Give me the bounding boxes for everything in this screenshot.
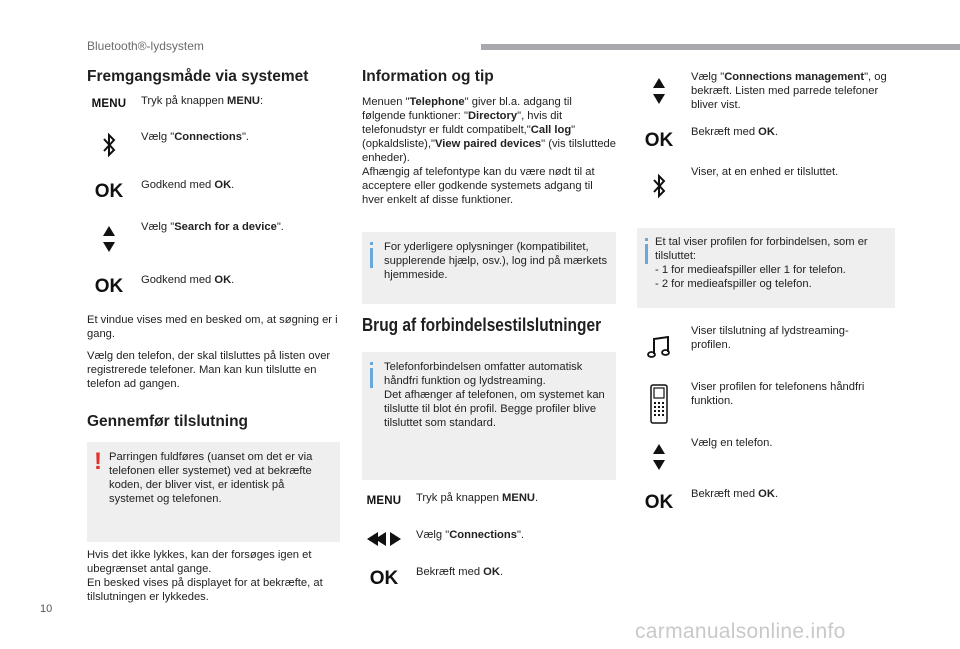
menu-button-icon: MENU <box>91 98 127 110</box>
warning-icon: ! <box>94 448 102 475</box>
info-text: Telefonforbindelsen omfatter automatisk håndfri funktion og lydstreaming. Det afhænger af telefonen, om systemet kan tilslutte til blot én profil. Begge profiler blive tilsluttet som standard. <box>384 361 605 429</box>
info-text: For yderligere oplysninger (kompatibilitet, supplerende hjælp, osv.), log ind på mærkets hjemmeside. <box>384 241 608 281</box>
ok-button-icon: OK <box>94 181 124 202</box>
info-icon <box>370 368 373 388</box>
paragraph-retry: Hvis det ikke lykkes, kan der forsøges igen et ubegrænset antal gange. <box>87 549 312 575</box>
step-text: Bekræft med OK. <box>691 126 779 138</box>
section-title-info: Information og tip <box>362 68 494 85</box>
step-text: Vælg "Connections management", og bekræft. Listen med parrede telefoner bliver vist. <box>691 71 887 111</box>
step-text: Vælg en telefon. <box>691 437 773 449</box>
bluetooth-icon <box>637 171 681 201</box>
info-box <box>362 352 616 480</box>
step-text: Vælg "Connections". <box>141 131 250 143</box>
paragraph-telephone-menu: Menuen "Telephone" giver bl.a. adgang til følgende funktioner: "Directory", hvis dit telefonudstyr er fuldt compatibelt,"Call log" (opkaldsliste),"View paired devices" (vis tilsluttede enheder). <box>362 96 616 164</box>
info-icon <box>645 244 648 264</box>
step-text: Bekræft med OK. <box>416 566 504 578</box>
left-right-arrows-icon <box>362 530 406 548</box>
ok-button-icon: OK <box>369 568 399 589</box>
section-title-complete: Gennemfør tilslutning <box>87 413 249 430</box>
info-box <box>637 228 895 308</box>
step-text: Vælg "Connections". <box>416 529 525 541</box>
ok-button-icon: OK <box>644 492 674 513</box>
up-down-arrows-icon <box>637 440 681 474</box>
step-text: Bekræft med OK. <box>691 488 779 500</box>
up-down-arrows-icon <box>87 222 131 256</box>
info-icon <box>370 248 373 268</box>
step-text: Viser, at en enhed er tilsluttet. <box>691 166 839 178</box>
step-text: Godkend med OK. <box>141 274 235 286</box>
step-text: Godkend med OK. <box>141 179 235 191</box>
paragraph-access: Afhængig af telefontype kan du være nødt til at acceptere eller godkende systemets adgang til hver enkelt af disse funktioner. <box>362 166 595 206</box>
watermark: carmanualsonline.info <box>635 620 846 643</box>
paragraph-select-phone: Vælg den telefon, der skal tilsluttes på listen over registrerede telefoner. Man kan kun tilslutte en telefon ad gangen. <box>87 350 331 390</box>
section-title-connections: Brug af forbindelsestilslutninger <box>362 315 602 335</box>
warning-box <box>87 442 340 542</box>
phone-icon <box>637 384 681 424</box>
info-box <box>362 232 616 304</box>
menu-button-icon: MENU <box>366 495 402 507</box>
step-text: Viser profilen for telefonens håndfri funktion. <box>691 381 865 407</box>
bluetooth-icon <box>87 130 131 160</box>
paragraph-search-status: Et vindue vises med en besked om, at søgning er i gang. <box>87 314 338 340</box>
header-bar <box>481 44 960 50</box>
step-text: Viser tilslutning af lydstreaming-profilen. <box>691 325 849 351</box>
paragraph-confirm: En besked vises på displayet for at bekræfte, at tilslutningen er lykkedes. <box>87 577 323 603</box>
info-text: Et tal viser profilen for forbindelsen, som er tilsluttet: - 1 for medieafspiller eller 1 for telefon. - 2 for medieafspiller og telefon. <box>655 236 868 290</box>
up-down-arrows-icon <box>637 74 681 108</box>
page-number: 10 <box>40 603 53 615</box>
step-text: Vælg "Search for a device". <box>141 221 284 233</box>
step-text: Tryk på knappen MENU: <box>141 95 264 107</box>
music-note-icon <box>637 332 681 362</box>
section-title-procedure: Fremgangsmåde via systemet <box>87 68 309 85</box>
step-text: Tryk på knappen MENU. <box>416 492 539 504</box>
warning-text: Parringen fuldføres (uanset om det er via telefonen eller systemet) ved at bekræfte koden, der bliver vist, er identisk på systemet og telefonen. <box>109 451 313 505</box>
ok-button-icon: OK <box>644 130 674 151</box>
ok-button-icon: OK <box>94 276 124 297</box>
section-label: Bluetooth®-lydsystem <box>87 39 204 53</box>
